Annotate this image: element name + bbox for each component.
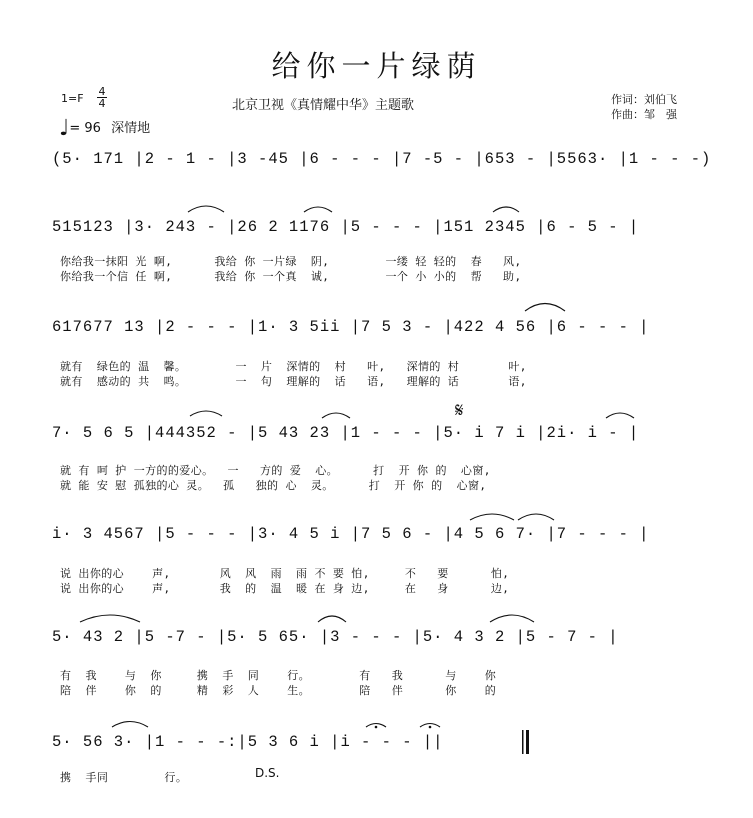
- notation-row-2: 515123 |3· 243 - |26 2 1176 |5 - - - |151 2345 |6 - 5 - |: [52, 218, 640, 236]
- tie-arc: [188, 206, 224, 212]
- lyric-row-5b: 说 出你的心 声, 我 的 温 暖 在 身 边, 在 身 边,: [60, 582, 510, 595]
- tie-arc: [318, 616, 346, 622]
- lyric-row-7a: 携 手同 行。: [60, 771, 188, 784]
- key-signature: 1=F: [61, 92, 84, 105]
- expression-mark: 深情地: [111, 121, 151, 136]
- lyric-row-4b: 就 能 安 慰 孤独的心 灵。 孤 独的 心 灵。 打 开 你 的 心窗,: [60, 479, 487, 492]
- lyric-row-2a: 你给我一抹阳 光 啊, 我给 你 一片绿 阴, 一缕 轻 轻的 春 风,: [60, 255, 522, 268]
- tie-arc: [112, 722, 148, 728]
- tie-arc: [304, 207, 332, 212]
- notation-row-6: 5· 43 2 |5 -7 - |5· 5 65· |3 - - - |5· 4 3 2 |5 - 7 - |: [52, 628, 619, 646]
- tie-arc: [518, 514, 554, 520]
- tie-arc: [490, 615, 534, 622]
- notation-row-4: 7· 5 6 5 |444352 - |5 43 23 |1 - - - |5· i 7 i |2i· i - |: [52, 424, 640, 442]
- lyricist: 作词：刘伯飞: [611, 93, 677, 106]
- lyric-row-2b: 你给我一个信 任 啊, 我给 你 一个真 诚, 一个 小 小的 帮 助,: [60, 270, 522, 283]
- lyric-row-6a: 有 我 与 你 携 手 同 行。 有 我 与 你: [60, 669, 497, 682]
- notation-row-3: 617677 13 |2 - - - |1· 3 5ii |7 5 3 - |422 4 56 |6 - - - |: [52, 318, 650, 336]
- notation-row-5: i· 3 4567 |5 - - - |3· 4 5 i |7 5 6 - |4 5 6 7· |7 - - - |: [52, 525, 650, 543]
- tie-arc: [190, 411, 222, 416]
- tie-arc: [606, 413, 634, 418]
- tempo-value: = 96: [69, 121, 101, 136]
- song-title: 给你一片绿荫: [271, 49, 482, 83]
- time-denominator: 4: [98, 97, 106, 110]
- tie-arc: [322, 413, 350, 418]
- lyric-row-6b: 陪 伴 你 的 精 彩 人 生。 陪 伴 你 的: [60, 684, 497, 697]
- segno-icon: 𝄋: [455, 398, 464, 422]
- time-numerator: 4: [98, 85, 106, 98]
- notation-row-7: 5· 56 3· |1 - - -:|5 3 6 i |i - - - ||: [52, 733, 444, 751]
- dal-segno-mark: D.S.: [255, 766, 280, 780]
- quarter-note-icon: ♩: [59, 116, 70, 141]
- song-subtitle: 北京卫视《真情耀中华》主题歌: [232, 98, 415, 113]
- tie-arc: [80, 615, 140, 622]
- tie-arc: [470, 514, 514, 520]
- notation-row-1: (5· 171 |2 - 1 - |3 -45 |6 - - - |7 -5 - |653 - |5563· |1 - - -): [52, 150, 712, 168]
- tie-arc: [525, 304, 565, 312]
- lyric-row-4a: 就 有 呵 护 一方的的爱心。 一 方的 爱 心。 打 开 你 的 心窗,: [60, 464, 491, 477]
- tie-arc: [493, 207, 519, 212]
- lyric-row-3b: 就有 感动的 共 鸣。 一 句 理解的 话 语, 理解的 话 语,: [60, 375, 527, 388]
- composer: 作曲：邹 强: [611, 108, 677, 121]
- lyric-row-3a: 就有 绿色的 温 馨。 一 片 深情的 村 叶, 深情的 村 叶,: [60, 360, 527, 373]
- lyric-row-5a: 说 出你的心 声, 风 风 雨 雨 不 要 怕, 不 要 怕,: [60, 567, 510, 580]
